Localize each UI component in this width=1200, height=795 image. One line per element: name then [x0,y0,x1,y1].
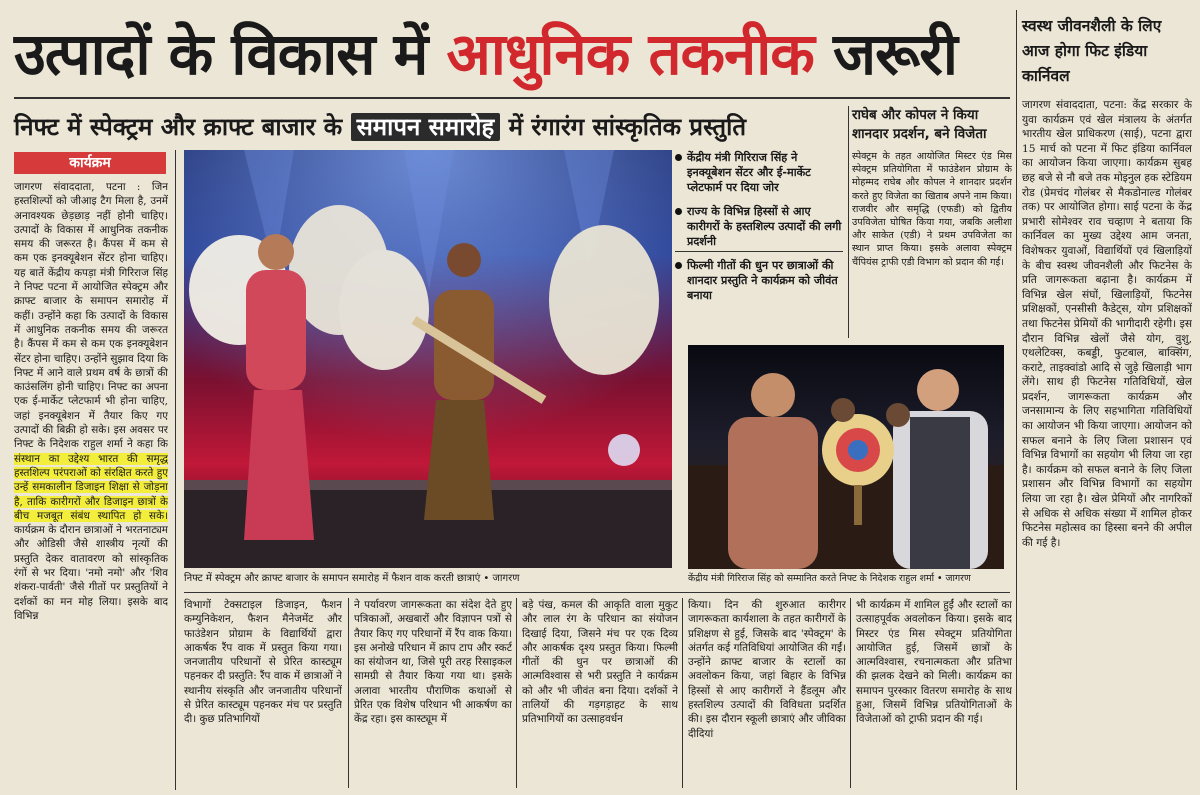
column-divider [516,598,517,788]
bottom-column-4: किया। दिन की शुरुआत कारीगर जागरूकता कार्यशाला के तहत कारीगरों के प्रशिक्षण से हुई, जिसके बाद 'स्पेक्ट्रम' के अंतर्गत कई गतिविधियां आयोजित की गईं। उन्होंने क्राफ्ट बाजार के स्टालों का अवलोकन किया, जहां बिहार के विभिन्न हिस्सों से आए कारीगरों ने हैंडलूम और हस्तशिल्प उत्पादों की विविधता प्रदर्शित की। इस दौरान स्कूली छात्राएं और जीविका दीदियां [688,599,846,740]
photo1-caption: निफ्ट में स्पेक्ट्रम और क्राफ्ट बाजार के समापन समारोह में फैशन वाक करती छात्राएं • जागरण [184,573,520,584]
felicitation-illustration [688,345,1004,569]
side-story-heading: राघेब और कोपल ने किया शानदार प्रदर्शन, बने विजेता [852,107,987,142]
left-column-text [14,180,168,786]
bottom-column-1: विभागों टेक्सटाइल डिजाइन, फैशन कम्युनिकेशन, फैशन मैनेजमेंट और फाउंडेशन प्रोग्राम के विद्यार्थियों द्वारा आकर्षक रैंप वाक में प्रस्तुत किया गया। जनजातीय परिधानों से प्रेरित कास्ट्यूम पहनकर दी प्रस्तुति: रैंप वाक में छात्राओं ने स्थानीय संस्कृति और जनजातीय परिधानों से प्रेरित कास्ट्यूम पहनकर मंच पर प्रस्तुति दी। कुछ प्रतिभागियों [184,599,342,726]
subheadline [14,106,854,148]
bottom-column-3: बड़े पंख, कमल की आकृति वाला मुकुट और लाल रंग के परिधान का संयोजन दिखाई दिया, जिसने मंच पर एक दिव्य और आकर्षक दृश्य प्रस्तुत किया। फिल्मी गीतों की धुन पर छात्राओं की आत्मविश्वास से भरी प्रस्तुति ने कार्यक्रम को और भी जीवंत बना दिया। दर्शकों ने तालियों की गड़गड़ाहट के साथ प्रतिभागियों का उत्साहवर्धन [522,599,678,726]
subhead-part2: में रंगारंग सांस्कृतिक प्रस्तुति [500,113,746,141]
fashion-walk-photo [184,150,672,568]
right-story-heading: स्वस्थ जीवनशैली के लिए आज होगा फिट इंडिया कार्निवल [1022,17,1162,85]
headline-part1: उत्पादों के विकास में [14,20,447,88]
column-divider [850,598,851,788]
felicitation-photo [688,345,1004,569]
left-text-1: जागरण संवाददाता, पटना : जिन हस्तशिल्पों को जीआइ टैग मिला है, उनमें अनावश्यक छेड़छाड़ नहीं होनी चाहिए। उत्पादों के विकास में आधुनिक तकनीक समय की जरूरत है। कैंपस में कम से कम एक इनक्यूबेशन सेंटर होना चाहिए। यह बातें केंद्रीय कपड़ा मंत्री गिरिराज सिंह ने निफ्ट पटना में आयोजित स्पेक्ट्रम और क्राफ्ट बाजार के समापन समारोह में कहीं। उन्होंने कहा कि उत्पादों के विकास में आधुनिक तकनीक समय की जरूरत है। कैंपस में कम से कम एक इनक्यूबेशन सेंटर होना चाहिए। उन्होंने सुझाव दिया कि निफ्ट में आने वाले प्रथम वर्ष के छात्रों की काउंसलिंग होनी चाहिए। निफ्ट का अपना एक ई-मार्केट प्लेटफार्म भी होना चाहिए, जहां इनक्यूबेशन में तैयार किए गए उत्पादों की बिक्री हो सके। इस अवसर पर निफ्ट के निदेशक राहुल शर्मा ने कहा कि [14,181,168,451]
key-point: केंद्रीय मंत्री गिरिराज सिंह ने इनक्यूबेशन सेंटर और ई-मार्केट प्लेटफार्म पर दिया जोर [675,150,843,195]
subhead-boxed: समापन समारोह [351,113,501,141]
fashion-walk-illustration [184,150,672,568]
column-divider [348,598,349,788]
bottom-column-2: ने पर्यावरण जागरूकता का संदेश देते हुए पत्रिकाओं, अखबारों और विज्ञापन पत्रों से तैयार किए गए परिधानों में रैंप वाक किया। इस अनोखे परिधान में क्राप टाप और स्कर्ट का संयोजन था, जिसे पूरी तरह रिसाइकल सामग्री से तैयार किया गया था। इसके अलावा भारतीय पौराणिक कथाओं से प्रेरित एक विशेष परिधान भी आकर्षण का केंद्र रहा। इस कास्ट्यूम में [354,599,512,726]
divider [184,592,1010,593]
column-divider [175,150,176,790]
left-text-2: कार्यक्रम के दौरान छात्राओं ने भरतनाट्यम और ओडिसी जैसे शास्त्रीय नृत्यों की प्रस्तुति देकर वातावरण को सांस्कृतिक रंगों से भर दिया। 'नमो नमो' और 'शिव शंकरा-पार्वती' जैसे गीतों पर प्रस्तुतियों ने दर्शकों का मन मोह लिया। इसके बाद विभिन्न [14,524,168,622]
key-point: फिल्मी गीतों की धुन पर छात्राओं की शानदार प्रस्तुति ने कार्यक्रम को जीवंत बनाया [675,258,843,303]
column-divider [848,106,849,338]
divider [14,97,1010,99]
photo2-caption: केंद्रीय मंत्री गिरिराज सिंह को सम्मानित करते निफ्ट के निदेशक राहुल शर्मा • जागरण [688,573,971,584]
side-story-body: स्पेक्ट्रम के तहत आयोजित मिस्टर एंड मिस स्पेक्ट्रम प्रतियोगिता में फाउंडेशन प्रोग्राम के मोहम्मद राघेब और कोपल ने शानदार प्रदर्शन करते हुए विजेता का खिताब अपने नाम किया। राजवीर और समृद्धि (एफडी) को द्वितीय उपविजेता घोषित किया गया, जबकि अलीशा और साकेत (एडी) ने प्रथम उपविजेता का स्थान प्राप्त किया। इसके अलावा स्पेक्ट्रम चैंपियंस ट्राफी एडी विभाग को प्रदान की गई। [852,151,1012,268]
main-headline [14,18,1014,90]
column-divider [682,598,683,788]
bottom-column-5: भी कार्यक्रम में शामिल हुईं और स्टालों का उत्साहपूर्वक अवलोकन किया। इसके बाद मिस्टर एंड मिस स्पेक्ट्रम प्रतियोगिता आयोजित हुई, जिसमें छात्रों के आत्मविश्वास, रचनात्मकता और प्रतिभा की झलक देखने को मिली। कार्यक्रम का समापन पुरस्कार वितरण समारोह के साथ हुआ, जिसमें विभिन्न प्रतियोगिताओं के विजेताओं को ट्राफी प्रदान की गई। [856,599,1012,726]
key-point: राज्य के विभिन्न हिस्सों से आए कारीगरों के हस्तशिल्प उत्पादों की लगी प्रदर्शनी [675,204,843,249]
section-tag: कार्यक्रम [14,152,166,174]
column-divider [1016,10,1017,790]
subhead-part1: निफ्ट में स्पेक्ट्रम और क्राफ्ट बाजार के [14,113,351,141]
right-story-body: जागरण संवाददाता, पटना: केंद्र सरकार के युवा कार्यक्रम एवं खेल मंत्रालय के अंतर्गत भारतीय खेल प्राधिकरण (साई), पटना द्वारा 15 मार्च को पटना में फिट इंडिया कार्निवल का आयोजन किया जाएगा। कार्यक्रम सुबह छह बजे से नौ बजे तक मोइनुल हक स्टेडियम रोड (प्रेमचंद गोलंबर से मैकडोनाल्ड गोलंबर तक) पर आयोजित होगा। साई पटना के केंद्र प्रभारी सोमेश्वर राव चव्हाण ने बताया कि कार्निवल का मुख्य उद्देश्य आम जनता, विशेषकर युवाओं, विद्यार्थियों एवं खिलाड़ियों के बीच स्वस्थ जीवनशैली और फिटनेस के प्रति जागरूकता बढ़ाना है। कार्यक्रम में विभिन्न खेल संघों, खिलाड़ियों, फिटनेस प्रशिक्षकों, एनसीसी कैडेट्स, योग प्रशिक्षकों तथा फिटनेस प्रेमियों की भागीदारी रहेगी। इस दौरान विभिन्न खेलों जैसे योग, वुशु, एथलेटिक्स, कबड्डी, फुटबाल, बाक्सिंग, कराटे, ताइक्वांडो आदि से जुड़े खिलाड़ी भाग लेंगे। साथ ही फिटनेस गतिविधियों, खेल प्रदर्शन, जागरूकता कार्यक्रम और जनसामान्य के लिए सहभागिता गतिविधियों का आयोजन भी किया जाएगा। आयोजन को सफल बनाने के लिए जिला प्रशासन एवं विभिन्न विभागों का सहयोग भी लिया जा रहा है। कार्यक्रम को सफल बनाने के लिए जिला प्रशासन और विभिन्न विभागों का सहयोग लिया जा रहा है। खेल प्रेमियों और नागरिकों से अधिक से अधिक संख्या में शामिल होकर फिटनेस महोत्सव का हिस्सा बनने की अपील की गई है। [1022,99,1192,549]
headline-highlight: आधुनिक तकनीक [446,20,814,88]
headline-part3: जरूरी [813,20,957,88]
divider [675,251,843,252]
left-highlighted-quote: संस्थान का उद्देश्य भारत की समृद्ध हस्तशिल्प परंपराओं को संरक्षित करते हुए उन्हें समकालीन डिजाइन शिक्षा से जोड़ना है, ताकि कारीगरों और डिजाइन छात्रों के बीच मजबूत संबंध स्थापित हो सके। [14,452,168,522]
key-points-box [675,150,843,336]
